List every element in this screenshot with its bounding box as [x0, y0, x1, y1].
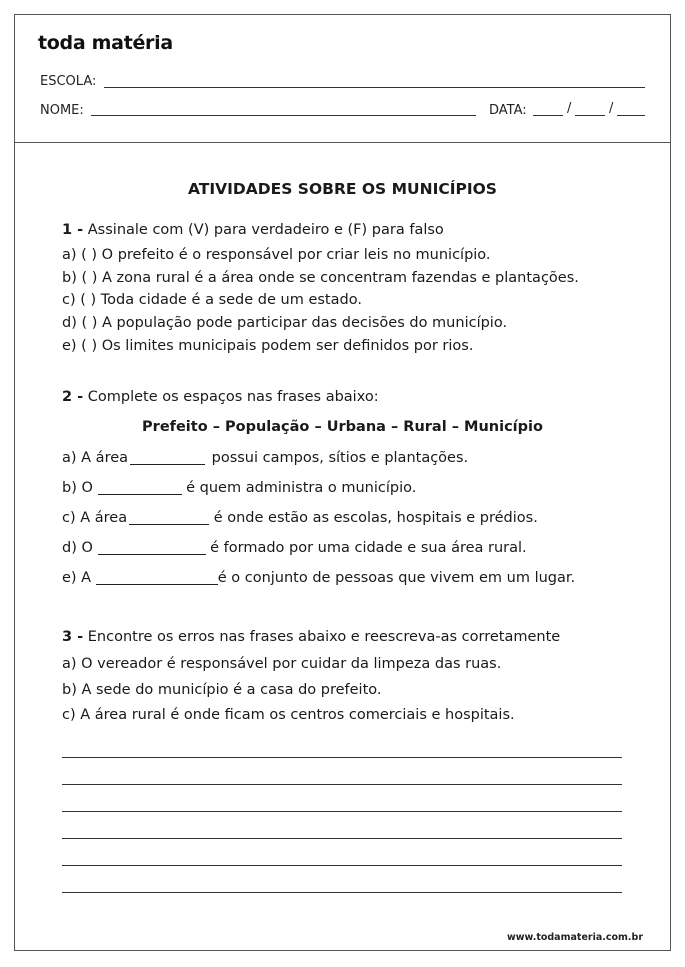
answer-blank[interactable]: [96, 570, 218, 585]
fill-blank-before: d) O: [62, 540, 93, 556]
answer-line[interactable]: [62, 784, 622, 785]
answer-line[interactable]: [62, 757, 622, 758]
question-prompt: Complete os espaços nas frases abaixo:: [87, 389, 379, 405]
fill-blank-after: possui campos, sítios e plantações.: [211, 450, 469, 466]
fill-blank-after: é o conjunto de pessoas que vivem em um lugar.: [217, 570, 576, 586]
date-day-line[interactable]: [533, 115, 563, 116]
date-month-line[interactable]: [575, 115, 605, 116]
fill-blank-after: é formado por uma cidade e sua área rural.: [210, 540, 527, 556]
fill-blank-after: é onde estão as escolas, hospitais e prédios.: [213, 510, 538, 526]
question-1-heading: [62, 222, 444, 238]
question-number: 3 -: [62, 629, 84, 645]
fill-blank-item: [62, 450, 468, 466]
answer-line[interactable]: [62, 838, 622, 839]
fill-blank-before: b) O: [62, 480, 93, 496]
escola-label: ESCOLA:: [40, 74, 97, 89]
answer-line[interactable]: [62, 892, 622, 893]
escola-field-line[interactable]: [104, 87, 645, 88]
data-label: DATA:: [489, 103, 527, 118]
answer-line[interactable]: [62, 865, 622, 866]
true-false-item: b) ( ) A zona rural é a área onde se concentram fazendas e plantações.: [62, 270, 579, 286]
fill-blank-before: c) A área: [62, 510, 128, 526]
date-year-line[interactable]: [617, 115, 645, 116]
error-sentence: b) A sede do município é a casa do prefeito.: [62, 682, 382, 698]
answer-line[interactable]: [62, 811, 622, 812]
true-false-item: e) ( ) Os limites municipais podem ser definidos por rios.: [62, 338, 474, 354]
error-sentence: c) A área rural é onde ficam os centros comerciais e hospitais.: [62, 707, 515, 723]
answer-blank[interactable]: [130, 450, 205, 465]
answer-blank[interactable]: [98, 540, 206, 555]
date-separator: /: [609, 101, 614, 116]
nome-label: NOME:: [40, 103, 84, 118]
word-bank: Prefeito – População – Urbana – Rural – Município: [142, 419, 543, 435]
date-separator: /: [567, 101, 572, 116]
true-false-item: d) ( ) A população pode participar das decisões do município.: [62, 315, 508, 331]
answer-blank[interactable]: [129, 510, 209, 525]
answer-blank[interactable]: [98, 480, 182, 495]
nome-field-line[interactable]: [91, 115, 476, 116]
fill-blank-before: a) A área: [62, 450, 129, 466]
fill-blank-item: [62, 570, 575, 586]
true-false-item: c) ( ) Toda cidade é a sede de um estado.: [62, 292, 362, 308]
footer-url: www.todamateria.com.br: [506, 932, 643, 943]
question-2-heading: [62, 389, 379, 405]
error-sentence: a) O vereador é responsável por cuidar da limpeza das ruas.: [62, 656, 502, 672]
brand-logo: toda matéria: [38, 32, 173, 54]
question-number: 1 -: [62, 222, 84, 238]
fill-blank-before: e) A: [62, 570, 92, 586]
question-prompt: Encontre os erros nas frases abaixo e reescreva-as corretamente: [87, 629, 561, 645]
page-title: ATIVIDADES SOBRE OS MUNICÍPIOS: [188, 180, 497, 198]
question-number: 2 -: [62, 389, 84, 405]
fill-blank-after: é quem administra o município.: [186, 480, 417, 496]
header-divider: [14, 142, 671, 143]
true-false-item: a) ( ) O prefeito é o responsável por criar leis no município.: [62, 247, 491, 263]
fill-blank-item: [62, 510, 538, 526]
fill-blank-item: [62, 540, 527, 556]
question-3-heading: [62, 629, 560, 645]
question-prompt: Assinale com (V) para verdadeiro e (F) para falso: [87, 222, 444, 238]
fill-blank-item: [62, 480, 416, 496]
